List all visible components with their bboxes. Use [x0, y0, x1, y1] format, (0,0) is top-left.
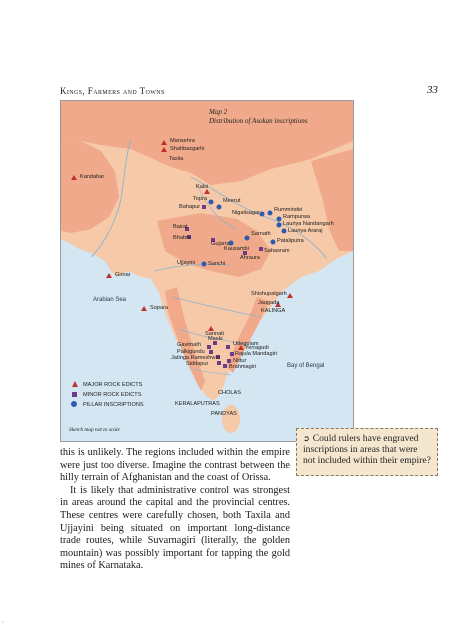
- marker-pataliputra: [271, 240, 276, 245]
- asokan-inscriptions-map: [60, 100, 354, 442]
- legend-minor-rock-edicts: [71, 391, 144, 398]
- map-number: Map 2: [209, 108, 228, 116]
- marker-lauriya-nandangarh: [277, 223, 282, 228]
- square-icon: [71, 391, 79, 398]
- label-arabian-sea: Arabian Sea: [93, 297, 127, 303]
- label-lauriya-araraj: Lauriya Araraj: [288, 228, 323, 234]
- marker-siddapur: [217, 361, 221, 365]
- legend-label: MINOR ROCK EDICTS: [83, 391, 142, 398]
- label-kausambi: Kausambi: [224, 246, 249, 252]
- marker-sahasram: [259, 247, 263, 251]
- label-udegolam: Udegolam: [233, 341, 259, 347]
- label-lauriya-nandangarh: Lauriya Nandangarh: [283, 221, 334, 227]
- label-bahapur: Bahapur: [179, 204, 201, 210]
- marker-rummindei: [268, 211, 273, 216]
- marker-sopara: [141, 306, 147, 311]
- legend-label: MAJOR ROCK EDICTS: [83, 381, 143, 388]
- marker-lauriya-araraj: [282, 229, 287, 234]
- question-text: Could rulers have engraved inscriptions in areas that were not included within their empire?: [303, 433, 431, 466]
- paragraph: It is likely that administrative control was strongest in areas around the capital and the provincial centres. These centres were carefully chosen, both Taxila and Ujjayini being situated on important long-distance trade routes, while Suvarnagiri (literally, the golden mountain) was possibly important for tapping the gold mines of Karnataka.: [60, 484, 290, 572]
- label-ujjayini: Ujjayini: [177, 260, 196, 266]
- label-kalsi: Kalsi: [196, 184, 209, 190]
- sri-lanka-island: [222, 405, 240, 433]
- label-cholas: CHOLAS: [218, 390, 242, 396]
- marker-brahmagiri: [223, 364, 227, 368]
- label-taxila: Taxila: [169, 156, 184, 162]
- label-ahraura: Ahraura: [240, 255, 260, 261]
- label-gujarra: Gujarra: [211, 241, 230, 247]
- marker-rampurwa: [277, 217, 282, 222]
- label-sopara: Sopara: [150, 305, 169, 311]
- label-nittur: Nittur: [233, 358, 247, 364]
- label-meerut: Meerut: [223, 198, 241, 204]
- legend-pillar-inscriptions: [71, 401, 144, 408]
- label-palkigundu: Palkigundu: [177, 349, 205, 355]
- label-pandyas: PANDYAS: [211, 411, 237, 417]
- label-girnar: Girnar: [115, 272, 131, 278]
- label-kalinga: KALINGA: [261, 308, 286, 314]
- label-bairat: Bairat: [173, 224, 188, 230]
- label-sanchi: Sanchi: [208, 261, 226, 267]
- label-siddapur: Siddapur: [186, 361, 209, 367]
- marker-palkigundu: [209, 350, 213, 354]
- label-shahbazgarhi: Shahbazgarhi: [170, 146, 205, 152]
- label-nigalisagar: Nigalisagar: [232, 210, 260, 216]
- map-title: [209, 108, 307, 126]
- label-maski: Maski: [208, 336, 223, 342]
- label-keralaputras: KERALAPUTRAS: [175, 401, 220, 407]
- marker-udegolam: [226, 345, 230, 349]
- label-rummindei: Rummindei: [274, 207, 303, 213]
- label-gavimath: Gavimath: [177, 342, 201, 348]
- marker-topra: [209, 200, 214, 205]
- page-number: 33: [427, 84, 438, 96]
- label-kandahar: Kandahar: [80, 174, 105, 180]
- label-jaugada: Jaugada: [258, 300, 280, 306]
- label-sannati: Sannati: [205, 331, 224, 337]
- marker-sanchi: [202, 262, 207, 267]
- legend-major-rock-edicts: [71, 381, 144, 388]
- label-brahmagiri: Brahmagiri: [229, 364, 257, 370]
- marker-rajula-mandagiri: [230, 352, 234, 356]
- page-header: [60, 86, 438, 100]
- label-mansehra: Mansehra: [170, 138, 195, 144]
- triangle-icon: [71, 381, 79, 388]
- body-text: [60, 447, 290, 573]
- marker-girnar: [106, 273, 112, 278]
- margin-mark: ›: [2, 620, 4, 625]
- label-pataliputra: Pataliputra: [277, 238, 304, 244]
- sketch-note: Sketch map not to scale: [69, 427, 120, 433]
- marker-shishupalgarh: [287, 293, 293, 298]
- label-jatinga-rameshwar: Jatinga Rameshwar: [171, 355, 221, 361]
- running-head: Kings, Farmers and Towns: [60, 86, 165, 96]
- legend-label: PILLAR INSCRIPTIONS: [83, 401, 144, 408]
- label-sahasram: Sahasram: [264, 248, 290, 254]
- question-box: [296, 428, 438, 476]
- marker-sarnath: [245, 236, 250, 241]
- label-rajula-mandagiri: Rajula Mandagiri: [235, 351, 277, 357]
- marker-meerut: [217, 205, 222, 210]
- label-rampurwa: Rampurwa: [283, 214, 311, 220]
- label-shishupalgarh: Shishupalgarh: [251, 291, 287, 297]
- map-caption: Distribution of Asokan inscriptions: [209, 116, 308, 125]
- paragraph: this is unlikely. The regions included within the empire were just too diverse. Imagine the contrast between the hilly terrain of Afghanistan and the coast of Orissa.: [60, 447, 290, 484]
- label-yerragudi: Yerragudi: [245, 345, 269, 351]
- label-topra: Topra: [193, 196, 207, 202]
- arrow-circle-icon: ➲: [303, 434, 310, 443]
- map-legend: [71, 381, 144, 411]
- marker-bahapur: [202, 205, 206, 209]
- label-bay-of-bengal: Bay of Bengal: [287, 363, 325, 369]
- label-bhabru: Bhabru: [173, 235, 192, 241]
- label-sarnath: Sarnath: [251, 231, 271, 237]
- marker-nittur: [227, 359, 231, 363]
- marker-nigalisagar: [260, 212, 265, 217]
- circle-icon: [71, 401, 79, 408]
- marker-gavimath: [207, 345, 211, 349]
